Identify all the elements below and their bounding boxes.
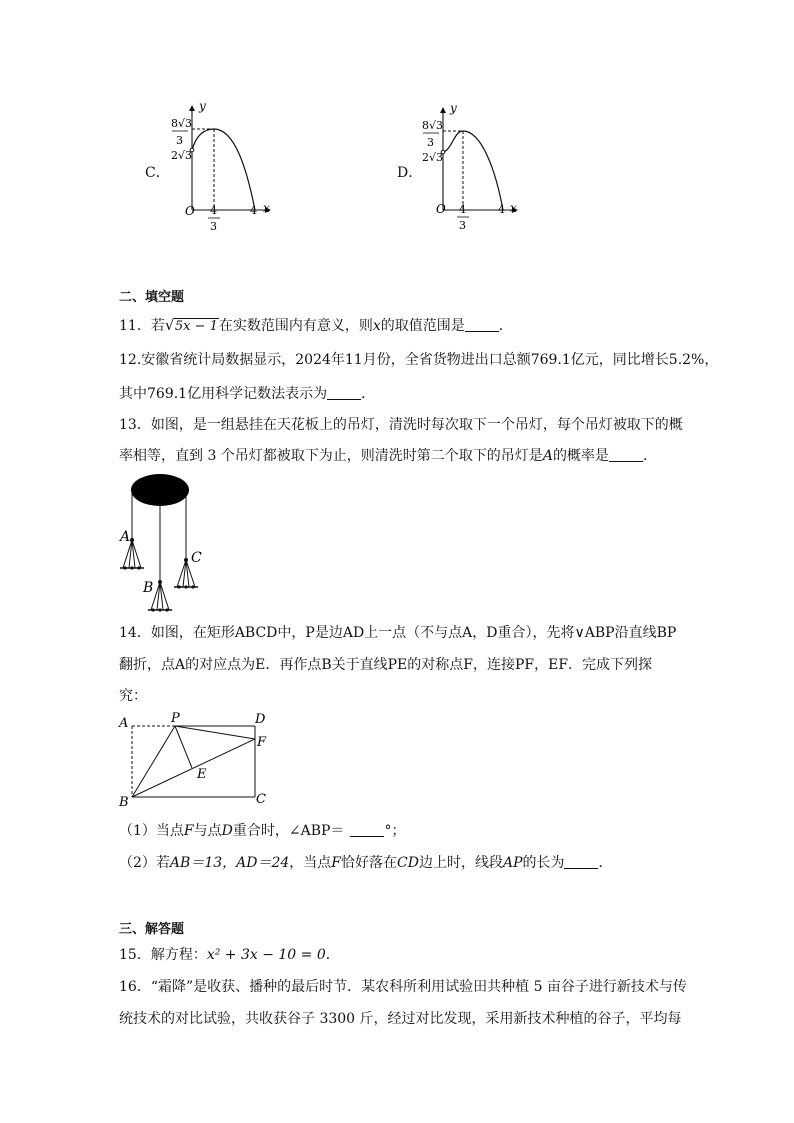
lamp-b-label: B	[143, 580, 154, 596]
section-title-answer: 三、解答题	[119, 922, 185, 937]
point-a-label: A	[119, 716, 129, 731]
y-axis-label: y	[450, 101, 457, 115]
question-13-line1: 13．如图，是一组悬挂在天花板上的吊灯，清洗时每次取下一个吊灯，每个吊灯被取下的概	[119, 417, 683, 433]
q14-sub1-text: （1）当点	[119, 823, 184, 839]
q14-sub2-end: ．	[598, 855, 613, 871]
y-low-label: 2√3	[422, 151, 444, 164]
question-14-line1: 14．如图，在矩形ABCD中，P是边AD上一点（不与点A，D重合），先将∨ABP沿直线BP	[119, 625, 677, 641]
answer-blank[interactable]	[465, 317, 499, 332]
q13-line2b: 的概率是	[552, 448, 609, 464]
point-b-label: B	[119, 795, 129, 810]
point-d-label: D	[255, 712, 266, 727]
q14-sub1-d: D	[221, 823, 233, 839]
x-mid-numerator: 4	[459, 203, 466, 216]
q12-end: ．	[361, 386, 376, 402]
section-title-fill-blank: 二、填空题	[119, 290, 185, 305]
point-c-label: C	[256, 792, 266, 807]
q14-sub1-end: °；	[384, 823, 406, 839]
lamp-c-label: C	[191, 550, 202, 566]
answer-blank[interactable]	[350, 822, 384, 837]
question-14-line3: 究：	[119, 688, 147, 704]
q13-line2a: 率相等，直到 3 个吊灯都被取下为止，则清洗时第二个取下的吊灯是	[119, 448, 543, 464]
q13-var: A	[542, 448, 553, 464]
question-16-line2: 统技术的对比试验，共收获谷子 3300 斤，经过对比发现，采用新技术种植的谷子，平均每	[119, 1011, 682, 1027]
origin-label: O	[436, 202, 446, 216]
option-d-label: D．	[397, 165, 423, 181]
q11-var: x	[372, 318, 381, 334]
q11-suffix: 在实数范围内有意义，则	[218, 318, 373, 334]
x-axis-label: x	[510, 201, 517, 215]
option-c-graph	[165, 98, 285, 236]
point-f-label: F	[257, 735, 267, 750]
q14-sub2-f: F	[331, 855, 342, 871]
question-12-line1: 12.安徽省统计局数据显示，2024年11月份，全省货物进出口总额769.1亿元，同比增长5.2%，	[119, 352, 719, 368]
q14-sub2-text5: 的长为	[522, 855, 565, 871]
lamp-a-label: A	[120, 529, 131, 545]
question-14-sub2	[119, 853, 612, 873]
y-top-denominator: 3	[176, 134, 183, 147]
q14-sub1-text2: 与点	[193, 823, 222, 839]
q14-sub2-text3: 恰好落在	[341, 855, 398, 871]
q14-sub1-f: F	[183, 823, 194, 839]
sqrt-expression: √ 5x − 1	[164, 316, 218, 334]
answer-blank[interactable]	[609, 447, 643, 462]
y-top-denominator: 3	[427, 136, 434, 149]
question-14-sub1	[119, 821, 405, 841]
y-axis-label: y	[199, 99, 206, 113]
chandelier-figure	[115, 470, 210, 618]
x-axis-label: x	[263, 201, 270, 215]
question-14-line2: 翻折，点A的对应点为E．再作点B关于直线PE的对称点F，连接PF，EF．完成下列探	[119, 657, 653, 673]
rectangle-figure	[115, 708, 275, 810]
question-12-line2	[119, 384, 375, 404]
x-mid-denominator: 3	[210, 220, 217, 233]
q13-end: ．	[642, 448, 657, 464]
origin-label: O	[185, 204, 195, 218]
q12-line2-text: 其中769.1亿用科学记数法表示为	[119, 386, 328, 402]
q14-sub2-text2: ，当点	[289, 855, 332, 871]
answer-blank[interactable]	[327, 385, 361, 400]
x-mid-numerator: 4	[210, 204, 217, 217]
q14-sub2-given: AB＝13，AD＝24	[169, 855, 290, 871]
point-e-label: E	[197, 767, 207, 782]
q15-end: ．	[325, 947, 340, 963]
q11-end: ．	[498, 318, 513, 334]
q14-sub1-angle: 重合时，∠ABP＝	[232, 823, 345, 839]
x-mid-denominator: 3	[459, 219, 466, 232]
question-15	[119, 945, 340, 965]
q15-equation: x² + 3x − 10 = 0	[206, 947, 326, 963]
answer-blank[interactable]	[564, 854, 598, 869]
y-low-label: 2√3	[171, 149, 193, 162]
question-16-line1: 16．“霜降”是收获、播种的最后时节．某农科所利用试验田共种植 5 亩谷子进行新技术与传	[119, 979, 687, 995]
y-top-numerator: 8√3	[171, 117, 193, 130]
q14-sub2-ap: AP	[502, 855, 523, 871]
question-13-line2	[119, 446, 657, 466]
option-c-label: C．	[145, 165, 170, 181]
option-d-graph	[416, 100, 536, 238]
y-top-numerator: 8√3	[422, 119, 444, 132]
q15-prefix: 15．解方程：	[119, 947, 207, 963]
q11-suffix2: 的取值范围是	[380, 318, 465, 334]
q14-sub2-cd: CD	[397, 855, 419, 871]
q11-prefix: 11．若	[119, 318, 165, 334]
x-end-label: 4	[250, 204, 257, 217]
q14-sub2-text: （2）若	[119, 855, 170, 871]
point-p-label: P	[171, 711, 180, 726]
x-end-label: 4	[498, 203, 505, 216]
question-11	[119, 316, 513, 337]
q14-sub2-text4: 边上时，线段	[418, 855, 503, 871]
q11-radicand: 5x − 1	[174, 319, 218, 334]
